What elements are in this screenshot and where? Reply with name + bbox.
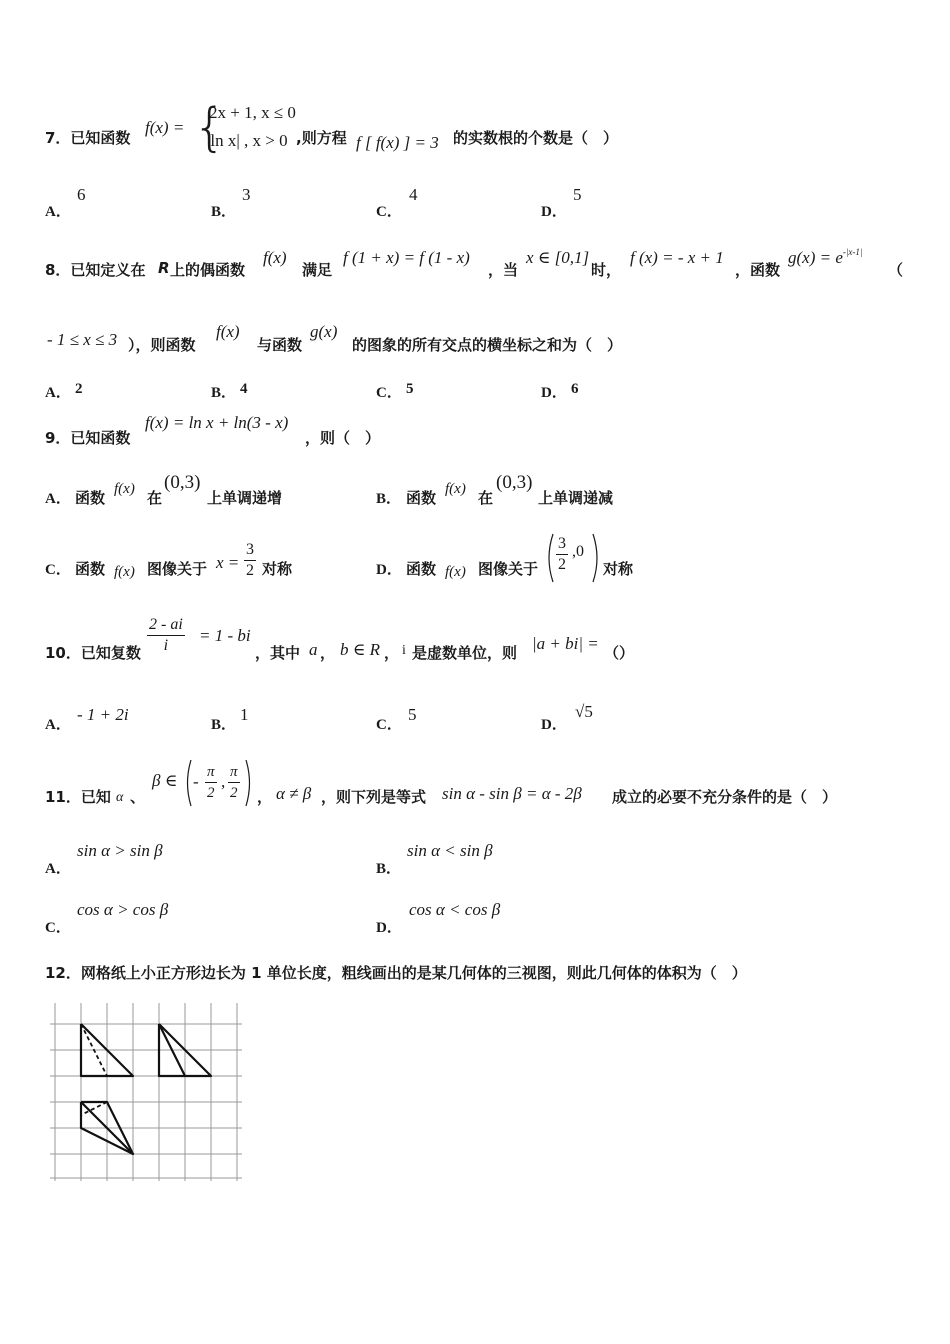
q11-beta-in: β ∈ [152, 771, 178, 790]
q10-t2: ， [320, 644, 336, 662]
q7-case2: |ln x| , x > 0 [207, 131, 288, 150]
q9-option-b-label: B． [376, 491, 402, 507]
q7-case1: 2x + 1, x ≤ 0 [209, 103, 296, 122]
q10-option-c-label: C． [376, 717, 402, 733]
q10-t1: ，其中 [255, 644, 301, 662]
q8-gx: $g(x) = e^{-|x-1|}$ [788, 247, 863, 267]
q8-func: ，函数 [735, 261, 781, 279]
q9-option-a-t3: 上单调递增 [207, 489, 283, 507]
q8-option-a-value: 2 [75, 381, 83, 397]
q11-option-c-value: cos α > cos β [77, 900, 169, 919]
q10-t5: （） [604, 644, 635, 662]
grid-lines [50, 1003, 242, 1181]
top-view-hidden-edge [81, 1102, 107, 1115]
q7-option-d-label: D． [541, 204, 567, 220]
q9-option-a-interval: (0,3) [164, 472, 201, 493]
q9-expr: f(x) = ln x + ln(3 - x) [145, 413, 289, 432]
q11-option-a-value: sin α > sin β [77, 841, 163, 860]
three-view-figure [50, 1003, 242, 1183]
q8-fx: f(x) [263, 248, 287, 267]
q11-option-b-value: sin α < sin β [407, 841, 493, 860]
q10-t4: 是虚数单位，则 [412, 644, 518, 662]
q9-option-c-label: C． [45, 562, 71, 578]
q10-option-d-value: √5 [575, 702, 593, 721]
q9-option-d-t3: 对称 [603, 560, 634, 578]
q7-mid: ,则方程 [296, 129, 347, 147]
q11-lo-fraction [205, 762, 217, 803]
q8-R: R [158, 259, 170, 277]
q8-range: - 1 ≤ x ≤ 3 [47, 330, 118, 349]
q9-option-d-t2: 图像关于 [478, 560, 539, 578]
q10-fraction [147, 615, 185, 656]
q11-sep: 、 [130, 788, 146, 806]
q11-neq: α ≠ β [276, 784, 312, 803]
q10-bR: b ∈ R [340, 640, 380, 659]
q7-eq: f [ f(x) ] = 3 [356, 133, 439, 152]
q7-option-d-value: 5 [573, 185, 582, 204]
q8-fx2: f(x) [216, 322, 240, 341]
q8-text-b: 上的偶函数 [170, 261, 246, 279]
q7-brace: { [193, 98, 227, 158]
q9-option-c-f: f(x) [114, 564, 135, 580]
q11-t2: ，则下列是等式 [321, 788, 427, 806]
q11-hi-pi: π [228, 762, 240, 783]
q8-gx2: g(x) [310, 322, 338, 341]
q9-option-c-numerator: 3 [244, 540, 256, 561]
q8-satisfy: 满足 [302, 261, 333, 279]
q7-suffix: 的实数根的个数是（ ） [453, 129, 619, 147]
q9-option-b-t3: 上单调递减 [538, 489, 614, 507]
q11-comma: , [221, 772, 226, 791]
q8-option-d-label: D． [541, 385, 567, 401]
q11-prefix: 11．已知 [45, 788, 111, 806]
q10-option-a-value: - 1 + 2i [77, 705, 129, 724]
q9-option-d-denominator: 2 [558, 556, 566, 573]
q9-option-d-f: f(x) [445, 564, 466, 580]
q8-time: 时， [591, 261, 622, 279]
q11-option-b-label: B． [376, 861, 402, 877]
q9-suffix: ，则（ ） [305, 429, 381, 447]
q11-hi-two: 2 [230, 785, 238, 801]
q9-option-d-zero: ,0 [572, 543, 584, 560]
q8-text-d: 与函数 [257, 336, 303, 354]
q11-lo-pi: π [205, 762, 217, 783]
q8-text-e: 的图象的所有交点的横坐标之和为（ ） [352, 336, 623, 354]
q8-text-a: 8．已知定义在 [45, 261, 146, 279]
q10-t3: ， [384, 644, 400, 662]
q11-eq: sin α - sin β = α - 2β [442, 784, 582, 803]
q10-denominator: i [163, 637, 169, 654]
q9-option-b-t2: 在 [478, 489, 494, 507]
q10-option-c-value: 5 [408, 705, 417, 724]
q9-option-a-label: A． [45, 491, 71, 507]
q10-i: i [402, 643, 406, 658]
q10-rhs: = 1 - bi [199, 626, 251, 645]
q9-option-a-f: f(x) [114, 481, 135, 497]
q8-option-b-value: 4 [240, 381, 248, 397]
q9-option-d-label: D． [376, 562, 402, 578]
q10-prefix: 10．已知复数 [45, 644, 141, 662]
q8-cond: f (1 + x) = f (1 - x) [343, 248, 470, 267]
q8-paren-open: （ [888, 261, 904, 279]
q8-option-c-label: C． [376, 385, 402, 401]
q11-hi-fraction [228, 762, 240, 803]
q8-option-a-label: A． [45, 385, 71, 401]
q9-option-c-x: x = [216, 553, 240, 572]
q9-option-c-t3: 对称 [262, 560, 293, 578]
q8-text-c: ），则函数 [128, 336, 196, 354]
q11-lo-two: 2 [207, 785, 215, 801]
q7-option-c-value: 4 [409, 185, 418, 204]
q9-option-c-fraction [244, 540, 256, 581]
q9-option-a-t2: 在 [147, 489, 163, 507]
q11-option-d-label: D． [376, 920, 402, 936]
q9-option-b-interval: (0,3) [496, 472, 533, 493]
q9-option-c-t1: 函数 [75, 560, 106, 578]
q11-t1: ， [257, 788, 273, 806]
q8-option-d-value: 6 [571, 381, 579, 397]
q10-numerator: 2 - ai [147, 615, 185, 636]
q8-interval: x ∈ [0,1] [526, 248, 590, 267]
q7-option-b-label: B． [211, 204, 237, 220]
q9-option-d-numerator: 3 [556, 534, 568, 555]
q10-abs: |a + bi| = [532, 634, 599, 653]
q9-prefix: 9．已知函数 [45, 429, 131, 447]
q11-option-d-value: cos α < cos β [409, 900, 501, 919]
q10-option-a-label: A． [45, 717, 71, 733]
q9-option-c-t2: 图像关于 [147, 560, 208, 578]
q8-option-c-value: 5 [406, 381, 414, 397]
q11-minus: - [193, 772, 199, 791]
q9-option-b-t1: 函数 [406, 489, 437, 507]
q9-option-c-denominator: 2 [246, 562, 254, 579]
q8-when: ，当 [488, 261, 519, 279]
q12-text: 12．网格纸上小正方形边长为 1 单位长度，粗线画出的是某几何体的三视图，则此几何体的体积为（ ） [45, 964, 747, 982]
q10-option-d-label: D． [541, 717, 567, 733]
q11-option-a-label: A． [45, 861, 71, 877]
q8-def: f (x) = - x + 1 [630, 248, 724, 267]
q7-option-b-value: 3 [242, 185, 251, 204]
q11-alpha: α [116, 790, 124, 805]
q7-option-c-label: C． [376, 204, 402, 220]
q7-option-a-label: A． [45, 204, 71, 220]
q10-option-b-value: 1 [240, 705, 249, 724]
q9-option-a-t1: 函数 [75, 489, 106, 507]
q10-option-b-label: B． [211, 717, 237, 733]
q8-option-b-label: B． [211, 385, 237, 401]
q10-a: a [309, 640, 318, 659]
q7-prefix: 7．已知函数 [45, 129, 131, 147]
q11-option-c-label: C． [45, 920, 71, 936]
q11-t3: 成立的必要不充分条件的是（ ） [612, 788, 838, 806]
q9-option-d-t1: 函数 [406, 560, 437, 578]
q9-option-b-f: f(x) [445, 481, 466, 497]
q7-option-a-value: 6 [77, 185, 86, 204]
q7-fx: f(x) = [145, 118, 185, 137]
q9-option-d-fraction [556, 534, 568, 575]
